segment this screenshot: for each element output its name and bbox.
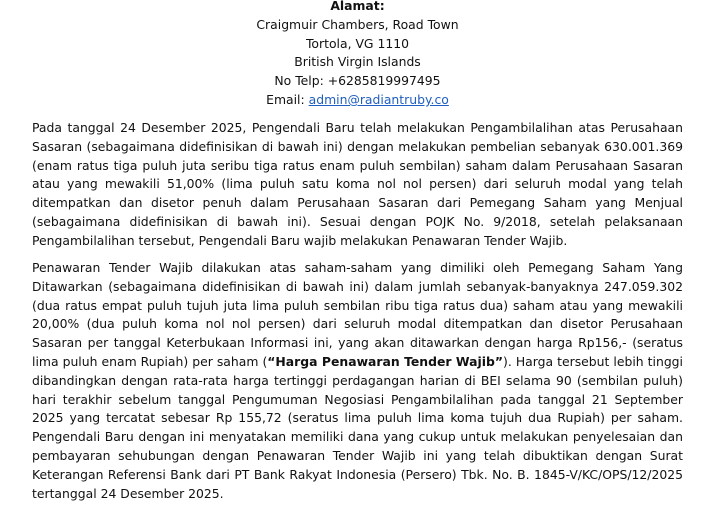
phone-number: No Telp: +6285819997495 (274, 73, 441, 89)
paragraph-tender-offer (32, 259, 683, 503)
tender-offer-price-term: “Harga Penawaran Tender Wajib” (267, 353, 504, 369)
email-label: Email: (266, 91, 309, 107)
email-link[interactable]: admin@radiantruby.co (308, 91, 449, 107)
paragraph-tender-offer-text-1: Penawaran Tender Wajib dilakukan atas saham-saham yang dimiliki oleh Pemegang Saham Yang Ditawarkan (sebagaimana didefinisikan di bawah ini) dalam jumlah sebanyak-banyaknya 247.059.302 (dua ratus empat puluh tujuh juta lima puluh sembilan ribu tiga ratus dua) saham atau yang mewakili 20,00% (dua puluh koma nol nol persen) dari seluruh modal ditempatkan dan disetor Perusahaan Sasaran per tanggal Keterbukaan Informasi ini, yang akan ditawarkan dengan harga Rp156,- (seratus lima puluh enam Rupiah) per saham ( (32, 260, 683, 369)
address-line-3: British Virgin Islands (294, 54, 421, 70)
address-line-2: Tortola, VG 1110 (305, 35, 410, 51)
paragraph-tender-offer-text-2: ). Harga tersebut lebih tinggi dibandingkan dengan rata-rata harga tertinggi perdagangan harian di BEI selama 90 (sembilan puluh) hari terakhir sebelum tanggal Pengumuman Negosiasi Pengambilalihan pada tanggal 21 September 2025 yang tercatat sebesar Rp 155,72 (seratus lima puluh lima koma tujuh dua Rupiah) per saham. Pengendali Baru dengan ini menyatakan memiliki dana yang cukup untuk melakukan penyelesaian dan pembayaran sehubungan dengan Penawaran Tender Wajib ini yang telah dibuktikan dengan Surat Keterangan Referensi Bank dari PT Bank Rakyat Indonesia (Persero) Tbk. No. B. 1845-V/KC/OPS/12/2025 tertanggal 24 Desember 2025. (32, 353, 683, 501)
paragraph-acquisition: Pada tanggal 24 Desember 2025, Pengendali Baru telah melakukan Pengambilalihan atas Perusahaan Sasaran (sebagaimana didefinisikan di bawah ini) dengan melakukan pembelian sebanyak 630.001.369 (enam ratus tiga puluh juta seribu tiga ratus enam puluh sembilan) saham dalam Perusahaan Sasaran atau yang mewakili 51,00% (lima puluh satu koma nol nol persen) dari seluruh modal yang telah ditempatkan dan disetor penuh dalam Perusahaan Sasaran dari Pemegang Saham yang Menjual (sebagaimana didefinisikan di bawah ini). Sesuai dengan POJK No. 9/2018, setelah pelaksanaan Pengambilalihan tersebut, Pengendali Baru wajib melakukan Penawaran Tender Wajib. (32, 120, 683, 248)
address-line-1: Craigmuir Chambers, Road Town (256, 16, 459, 32)
address-block (0, 0, 715, 110)
email-line (0, 91, 715, 110)
address-heading: Alamat: (330, 0, 385, 13)
